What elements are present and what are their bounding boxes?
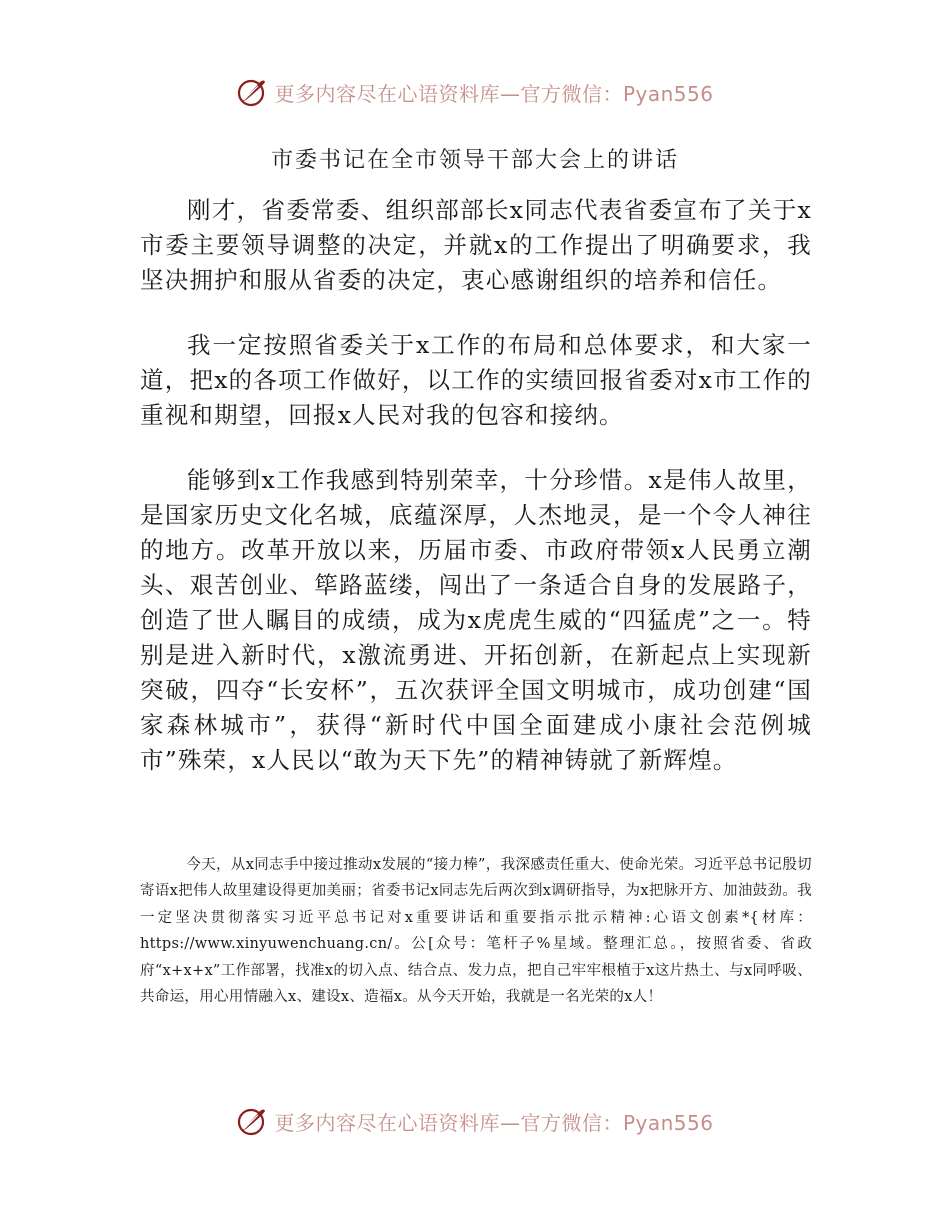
paragraph-3: 能够到x工作我感到特别荣幸，十分珍惜。x是伟人故里，是国家历史文化名城，底蕴深厚，人杰地灵，是一个令人神往的地方。改革开放以来，历届市委、市政府带领x人民勇立潮头、艰苦创业、筚路蓝缕，闯出了一条适合自身的发展路子，创造了世人瞩目的成绩，成为x虎虎生威的“四猛虎”之一。特别是进入新时代，x激流勇进、开拓创新，在新起点上实现新突破，四夺“长安杯”，五次获评全国文明城市，成功创建“国家森林城市”，获得“新时代中国全面建成小康社会范例城市”殊荣，x人民以“敢为天下先”的精神铸就了新辉煌。 [140,466,812,774]
paragraph-2: 我一定按照省委关于x工作的布局和总体要求，和大家一道，把x的各项工作做好，以工作的实绩回报省委对x市工作的重视和期望，回报x人民对我的包容和接纳。 [140,331,812,429]
paragraph-1: 刚才，省委常委、组织部部长x同志代表省委宣布了关于x市委主要领导调整的决定，并就x的工作提出了明确要求，我坚决拥护和服从省委的决定，衷心感谢组织的培养和信任。 [140,196,812,294]
document-title: 市委书记在全市领导干部大会上的讲话 [270,148,679,173]
quill-pen-logo-icon [236,1105,268,1137]
footer-banner-text: 更多内容尽在心语资料库—官方微信：Pyan556 [274,1110,714,1135]
header-banner-text: 更多内容尽在心语资料库—官方微信：Pyan556 [274,81,714,106]
quill-pen-logo-icon [236,76,268,108]
paragraph-4-small: 今天，从x同志手中接过推动x发展的“接力棒”，我深感责任重大、使命光荣。习近平总书记殷切寄语x把伟人故里建设得更加美丽；省委书记x同志先后两次到x调研指导，为x把脉开方、加油鼓劲。我一定坚决贯彻落实习近平总书记对x重要讲话和重要指示批示精神:心语文创素*{材库：https://www.xinyuwenchuang.cn/。公[众号：笔杆子%星域。整理汇总。，按照省委、省政府“x+x+x”工作部署，找准x的切入点、结合点、发力点，把自己牢牢根植于x这片热土、与x同呼吸、共命运，用心用情融入x、建设x、造福x。从今天开始，我就是一名光荣的x人！ [140,857,812,1006]
header-banner [0,72,950,112]
footer-banner [0,1101,950,1141]
